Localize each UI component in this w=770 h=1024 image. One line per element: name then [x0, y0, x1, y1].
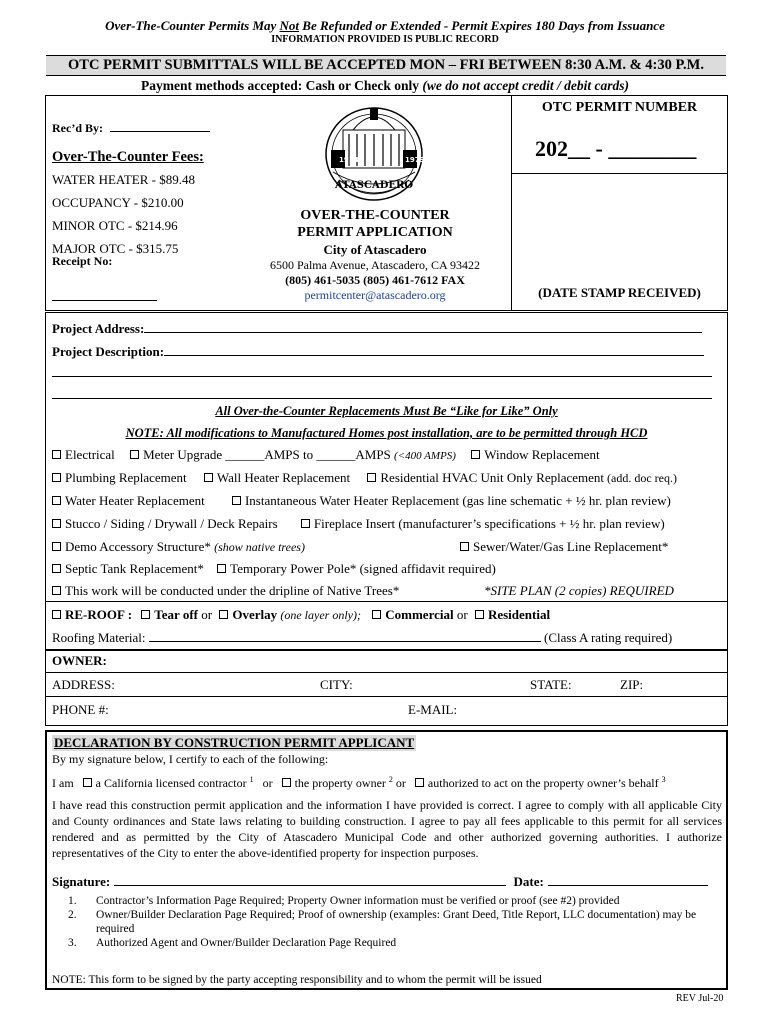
certify-statement: By my signature below, I certify to each of the following: [52, 752, 329, 766]
power-pole-checkbox[interactable] [217, 564, 226, 573]
footer-note: NOTE: This form to be signed by the party accepting responsibility and to whom the permit will be issued [52, 974, 542, 986]
reroof-checkbox[interactable] [52, 610, 61, 619]
project-description-line[interactable] [52, 398, 712, 399]
declaration-title: DECLARATION BY CONSTRUCTION PERMIT APPLICANT [54, 735, 415, 750]
owner-title: OWNER: [52, 653, 107, 668]
agency-phones: (805) 461-5035 (805) 461-7612 FAX [285, 273, 465, 287]
seal-year-left: 1914 [339, 156, 359, 164]
hcd-note: NOTE: All modifications to Manufactured Homes post installation, are to be permitted through HCD [125, 426, 648, 440]
overlay-checkbox[interactable] [219, 610, 228, 619]
payment-methods: Payment methods accepted: Cash or Check only (we do not accept credit / debit cards) [141, 78, 629, 93]
receipt-field[interactable] [52, 300, 157, 301]
owner-zip-label: ZIP: [620, 677, 644, 692]
form-title: OVER-THE-COUNTER PERMIT APPLICATION [297, 208, 453, 240]
receipt-label: Receipt No: [52, 254, 113, 268]
declaration-paragraph: I have read this construction permit application and the information I have provided is correct. I agree to comply with all applicable City and County ordinances and State laws relating to building construction. I agree to pay all fees applicable to this permit for all services rendered and as permitted by the City of Atascadero Municipal Code and other authorized governing authorities. I authorize representatives of the City to enter the above-identified property for inspection purposes. [52, 798, 722, 860]
signature-field[interactable] [114, 873, 506, 886]
fee-item: WATER HEATER - $89.48 [52, 172, 195, 187]
commercial-checkbox[interactable] [372, 610, 381, 619]
checkbox-row: Demo Accessory Structure* (show native trees) [52, 539, 305, 555]
checkbox-row: Electrical Meter Upgrade ______AMPS to ______AMPS (<400 AMPS) Window Replacement [52, 447, 600, 463]
checkbox-row: Septic Tank Replacement* Temporary Power Pole* (signed affidavit required) [52, 561, 496, 577]
fees-title: Over-The-Counter Fees: [52, 149, 204, 165]
list-item: 3. Authorized Agent and Owner/Builder Declaration Page Required [68, 937, 397, 949]
roofing-material: Roofing Material: (Class A rating required) [52, 630, 673, 645]
owner-city-label: CITY: [320, 677, 353, 692]
instant-water-heater-checkbox[interactable] [232, 496, 241, 505]
submittal-hours-banner: OTC PERMIT SUBMITTALS WILL BE ACCEPTED MON – FRI BETWEEN 8:30 A.M. & 4:30 P.M. [46, 55, 726, 76]
signature-row: Signature: Date: [52, 873, 708, 890]
checkbox-row: Water Heater Replacement Instantaneous Water Heater Replacement (gas line schematic + ½ hr. plan review) [52, 493, 671, 509]
window-checkbox[interactable] [471, 450, 480, 459]
project-description-line[interactable] [52, 376, 712, 377]
dripline-checkbox[interactable] [52, 586, 61, 595]
hvac-checkbox[interactable] [367, 473, 376, 482]
tear-off-checkbox[interactable] [141, 610, 150, 619]
roofing-material-field[interactable] [149, 629, 541, 642]
fee-item: OCCUPANCY - $210.00 [52, 195, 184, 210]
stucco-checkbox[interactable] [52, 519, 61, 528]
meter-upgrade-checkbox[interactable] [130, 450, 139, 459]
project-description: Project Description: [52, 343, 704, 360]
date-stamp-label: (DATE STAMP RECEIVED) [538, 285, 701, 300]
list-item: 2. Owner/Builder Declaration Page Required; Proof of ownership (examples: Grant Deed, Title Report, LLC documentation) may be required [68, 909, 697, 935]
city-name: City of Atascadero [323, 242, 427, 257]
project-address: Project Address: [52, 320, 702, 337]
project-address-field[interactable] [144, 320, 702, 333]
fireplace-checkbox[interactable] [301, 519, 310, 528]
recd-by-label: Rec’d By: [52, 121, 103, 135]
applicant-type-row: I am a California licensed contractor $^1$ or the property owner $^2$ or authorized to act on the property owner’s behalf $^3$ [52, 775, 666, 790]
date-field[interactable] [548, 873, 708, 886]
authorized-agent-checkbox[interactable] [415, 778, 424, 787]
electrical-checkbox[interactable] [52, 450, 61, 459]
plumbing-checkbox[interactable] [52, 473, 61, 482]
checkbox-row: Plumbing Replacement Wall Heater Replacement Residential HVAC Unit Only Replacement (add. doc req.) [52, 470, 677, 486]
property-owner-checkbox[interactable] [282, 778, 291, 787]
permit-number-field[interactable]: 202__ - ________ [535, 136, 697, 161]
owner-address-label: ADDRESS: [52, 677, 115, 692]
wall-heater-checkbox[interactable] [204, 473, 213, 482]
list-item: 1. Contractor’s Information Page Required; Property Owner information must be verified or proof (see #2) provided [68, 895, 620, 907]
agency-email-link[interactable]: permitcenter@atascadero.org [304, 288, 446, 302]
fee-list [52, 168, 195, 260]
owner-state-label: STATE: [530, 677, 572, 692]
residential-checkbox[interactable] [475, 610, 484, 619]
checkbox-row: Stucco / Siding / Drywall / Deck Repairs Fireplace Insert (manufacturer’s specifications + ½ hr. plan review) [52, 516, 665, 532]
fee-item: MINOR OTC - $214.96 [52, 218, 178, 233]
water-heater-checkbox[interactable] [52, 496, 61, 505]
seal-text: ATASCADERO [334, 180, 414, 191]
city-seal-icon [313, 100, 435, 204]
revision-label: REV Jul-20 [676, 993, 724, 1004]
agency-address: 6500 Palma Avenue, Atascadero, CA 93422 [269, 258, 481, 272]
like-for-like-note: All Over-the-Counter Replacements Must Be “Like for Like” Only [215, 404, 558, 418]
requirements-list [68, 894, 718, 950]
sewer-checkbox[interactable] [460, 542, 469, 551]
seal-year-right: 1979 [405, 156, 425, 164]
sewer-option: Sewer/Water/Gas Line Replacement* [460, 539, 668, 555]
owner-email-label: E-MAIL: [408, 702, 458, 717]
fee-item: MAJOR OTC - $315.75 [52, 241, 179, 256]
public-record-notice: INFORMATION PROVIDED IS PUBLIC RECORD [271, 34, 499, 45]
demo-checkbox[interactable] [52, 542, 61, 551]
refund-notice: Over-The-Counter Permits May Not Be Refunded or Extended - Permit Expires 180 Days from Issuance [105, 18, 665, 33]
site-plan-note: *SITE PLAN (2 copies) REQUIRED [484, 583, 674, 598]
project-description-field[interactable] [164, 343, 704, 356]
reroof-row: RE-ROOF : Tear off or Overlay (one layer only); Commercial or Residential [52, 607, 550, 623]
recd-by-field[interactable] [110, 131, 210, 132]
contractor-checkbox[interactable] [83, 778, 92, 787]
septic-checkbox[interactable] [52, 564, 61, 573]
owner-phone-label: PHONE #: [52, 702, 109, 717]
permit-number-label: OTC PERMIT NUMBER [541, 100, 698, 115]
checkbox-row: This work will be conducted under the dripline of Native Trees* [52, 583, 399, 599]
